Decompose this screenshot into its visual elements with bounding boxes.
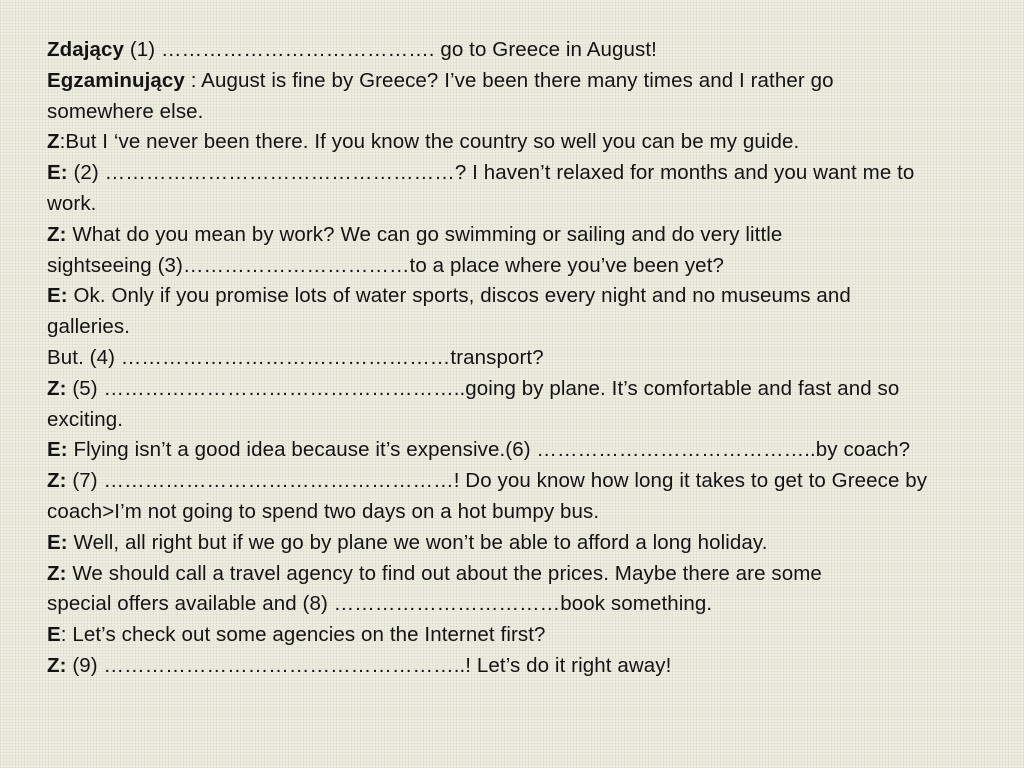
dialogue-line bbox=[47, 100, 203, 124]
line-text: (1) …………………………………. go to Greece in August! bbox=[124, 38, 657, 61]
speaker-label: Z: bbox=[47, 562, 67, 585]
line-text: somewhere else. bbox=[47, 100, 204, 123]
speaker-label: Zdający bbox=[47, 38, 125, 61]
line-text: : August is fine by Greece? I’ve been there many times and I rather go bbox=[184, 69, 834, 92]
dialogue-line bbox=[47, 315, 130, 339]
line-text: coach>I’m not going to spend two days on a hot bumpy bus. bbox=[47, 500, 600, 523]
speaker-label: E: bbox=[47, 438, 68, 461]
speaker-label: E: bbox=[47, 531, 68, 554]
dialogue-line bbox=[47, 469, 927, 493]
speaker-label: Z: bbox=[47, 223, 67, 246]
line-text: : Let’s check out some agencies on the Internet first? bbox=[60, 623, 546, 646]
line-text: galleries. bbox=[47, 315, 131, 338]
dialogue-line bbox=[47, 38, 657, 62]
dialogue-line bbox=[47, 69, 834, 93]
speaker-label: Z bbox=[47, 130, 60, 153]
speaker-label: Egzaminujący bbox=[47, 69, 185, 92]
line-text: :But I ‘ve never been there. If you know the country so well you can be my guide. bbox=[59, 130, 800, 153]
line-text: (9) ……………………………………………..! Let’s do it right away! bbox=[66, 654, 672, 677]
dialogue-line bbox=[47, 161, 914, 185]
dialogue-line bbox=[47, 377, 899, 401]
dialogue-line bbox=[47, 346, 544, 370]
dialogue-line bbox=[47, 408, 123, 432]
line-text: Well, all right but if we go by plane we won’t be able to afford a long holiday. bbox=[67, 531, 768, 554]
line-text: Ok. Only if you promise lots of water sports, discos every night and no museums and bbox=[67, 284, 851, 307]
speaker-label: Z: bbox=[47, 654, 67, 677]
dialogue-line bbox=[47, 254, 724, 278]
line-text: (2) ……………………………………………? I haven’t relaxed for months and you want me to bbox=[67, 161, 915, 184]
line-text: work. bbox=[47, 192, 97, 215]
line-text: (7) ……………………………………………! Do you know how long it takes to get to Greece by bbox=[66, 469, 928, 492]
line-text: But. (4) …………………………………………transport? bbox=[47, 346, 544, 369]
line-text: What do you mean by work? We can go swimming or sailing and do very little bbox=[66, 223, 783, 246]
line-text: We should call a travel agency to find out about the prices. Maybe there are some bbox=[66, 562, 822, 585]
speaker-label: E: bbox=[47, 284, 68, 307]
speaker-label: E: bbox=[47, 161, 68, 184]
line-text: exciting. bbox=[47, 408, 124, 431]
dialogue-line bbox=[47, 500, 599, 524]
dialogue-line bbox=[47, 192, 96, 216]
line-text: special offers available and (8) ……………………………book something. bbox=[47, 592, 713, 615]
dialogue-line bbox=[47, 130, 799, 154]
dialogue-line bbox=[47, 284, 851, 308]
dialogue-line bbox=[47, 623, 546, 647]
dialogue-line bbox=[47, 592, 712, 616]
dialogue-line bbox=[47, 531, 768, 555]
dialogue-line bbox=[47, 562, 822, 586]
dialogue-line bbox=[47, 438, 910, 462]
speaker-label: Z: bbox=[47, 469, 67, 492]
speaker-label: Z: bbox=[47, 377, 67, 400]
line-text: Flying isn’t a good idea because it’s expensive.(6) …………………………………..by coach? bbox=[67, 438, 911, 461]
speaker-label: E bbox=[47, 623, 61, 646]
dialogue-line bbox=[47, 654, 671, 678]
line-text: (5) ……………………………………………..going by plane. It’s comfortable and fast and so bbox=[66, 377, 900, 400]
line-text: sightseeing (3)……………………………to a place where you’ve been yet? bbox=[47, 254, 724, 277]
dialogue-line bbox=[47, 223, 782, 247]
